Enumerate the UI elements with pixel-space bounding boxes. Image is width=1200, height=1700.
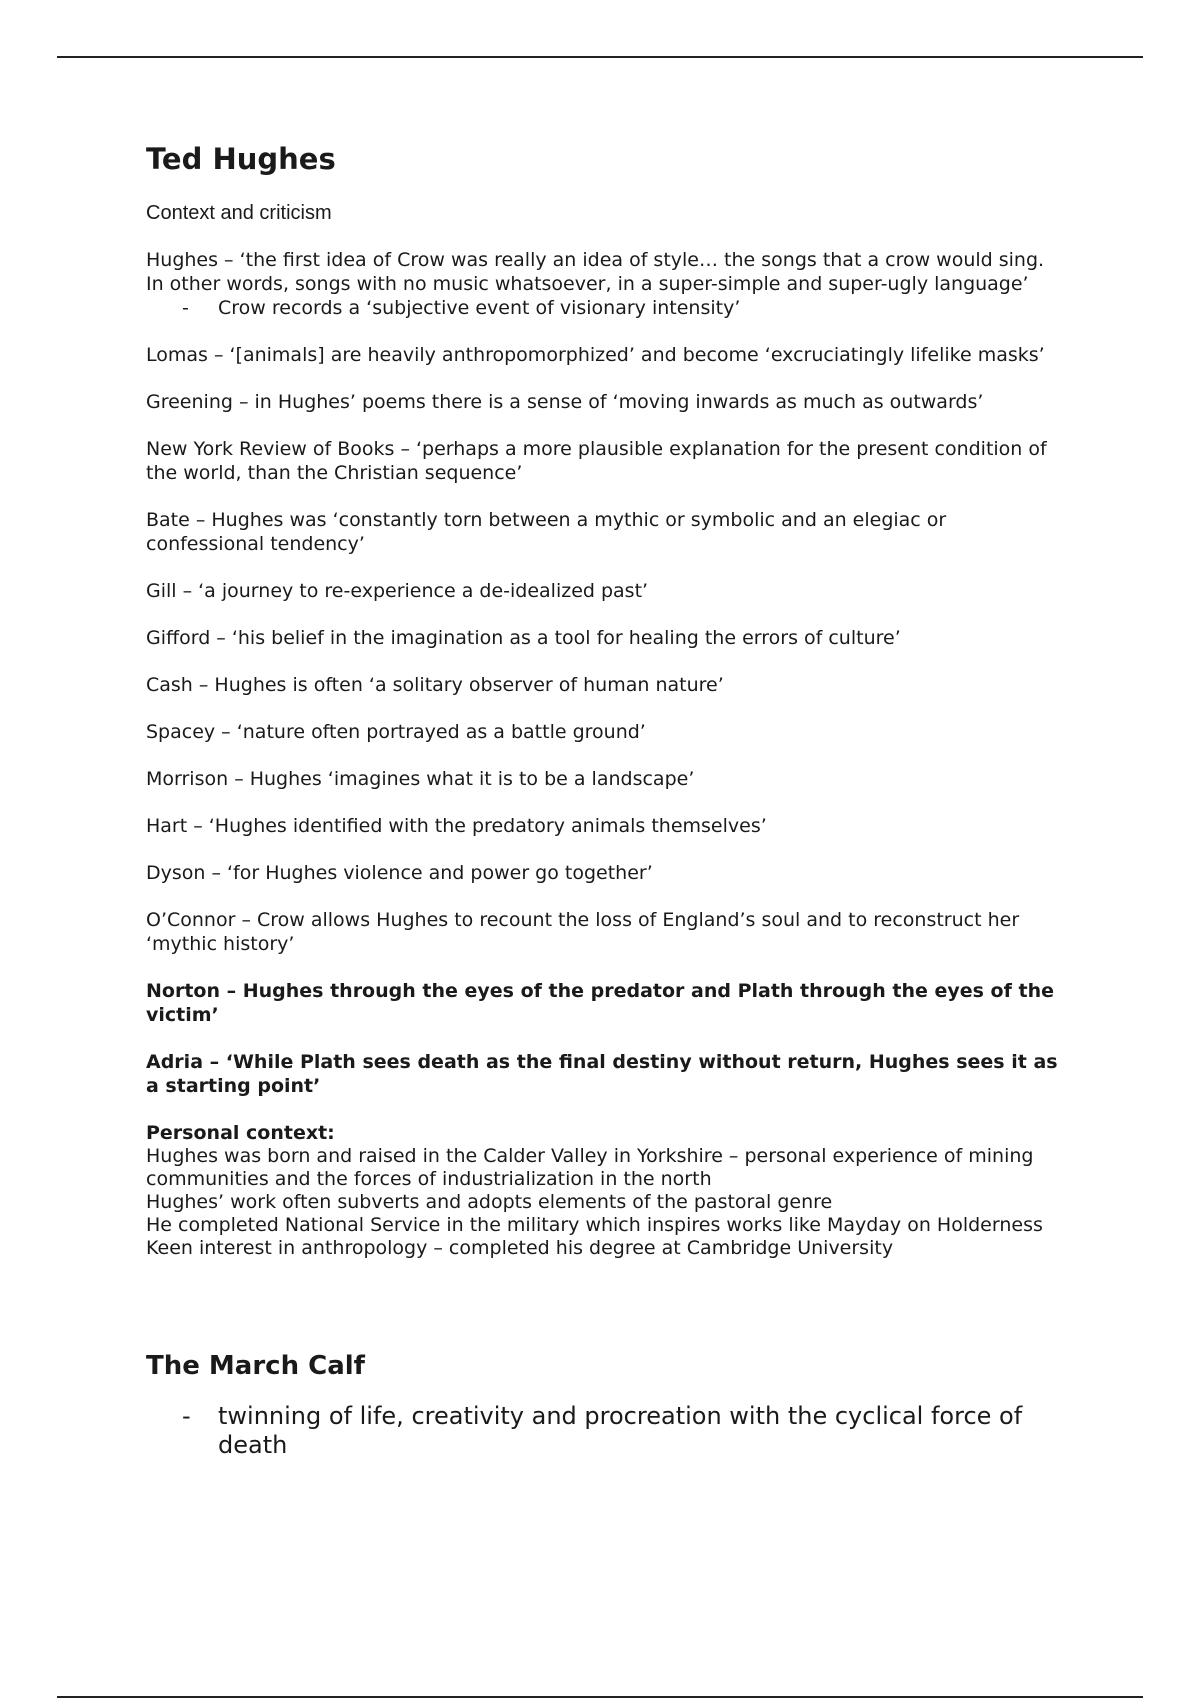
quote-oconnor: O’Connor – Crow allows Hughes to recount the loss of England’s soul and to reconstruct her ‘mythic history’ xyxy=(146,908,1020,955)
bullet-text: Crow records a ‘subjective event of visionary intensity’ xyxy=(218,296,741,319)
section-title: The March Calf xyxy=(146,1350,365,1381)
quote-norton: Norton – Hughes through the eyes of the predator and Plath through the eyes of the victim’ xyxy=(146,979,1054,1026)
personal-context-heading: Personal context: xyxy=(146,1121,335,1144)
quote-lomas: Lomas – ‘[animals] are heavily anthropomorphized’ and become ‘excruciatingly lifelike masks’ xyxy=(146,343,1045,366)
quote-gifford: Gifford – ‘his belief in the imagination as a tool for healing the errors of culture’ xyxy=(146,626,901,649)
personal-context-line: He completed National Service in the military which inspires works like Mayday on Holderness xyxy=(146,1213,1043,1236)
quote-dyson: Dyson – ‘for Hughes violence and power go together’ xyxy=(146,861,653,884)
quote-gill: Gill – ‘a journey to re-experience a de-idealized past’ xyxy=(146,579,649,602)
quote-cash: Cash – Hughes is often ‘a solitary observer of human nature’ xyxy=(146,673,724,696)
quote-adria: Adria – ‘While Plath sees death as the final destiny without return, Hughes sees it as a starting point’ xyxy=(146,1050,1058,1097)
personal-context-line: Hughes was born and raised in the Calder Valley in Yorkshire – personal experience of mining communities and the forces of industrialization in the north xyxy=(146,1144,1034,1190)
bottom-rule xyxy=(57,1696,1143,1698)
bullet-dash: - xyxy=(182,296,189,319)
quote-morrison: Morrison – Hughes ‘imagines what it is to be a landscape’ xyxy=(146,767,695,790)
quote-greening: Greening – in Hughes’ poems there is a sense of ‘moving inwards as much as outwards’ xyxy=(146,390,984,413)
document-body xyxy=(146,142,1066,1483)
bullet-text: twinning of life, creativity and procreation with the cyclical force of death xyxy=(218,1401,1023,1459)
top-rule xyxy=(57,56,1143,58)
quote-hart: Hart – ‘Hughes identified with the predatory animals themselves’ xyxy=(146,814,767,837)
personal-context-line: Keen interest in anthropology – completed his degree at Cambridge University xyxy=(146,1236,894,1259)
section-march-calf xyxy=(146,1351,1066,1460)
page-subtitle: Context and criticism xyxy=(146,201,332,224)
section-bullet xyxy=(146,1402,1066,1460)
quote-bate: Bate – Hughes was ‘constantly torn between a mythic or symbolic and an elegiac or confessional tendency’ xyxy=(146,508,947,555)
page-title: Ted Hughes xyxy=(146,142,336,176)
bullet-dash: - xyxy=(182,1401,191,1430)
personal-context xyxy=(146,1121,1066,1260)
personal-context-line: Hughes’ work often subverts and adopts elements of the pastoral genre xyxy=(146,1190,833,1213)
quote-hughes: Hughes – ‘the first idea of Crow was really an idea of style… the songs that a crow would sing. In other words, songs with no music whatsoever, in a super-simple and super-ugly language’ xyxy=(146,248,1045,295)
quote-spacey: Spacey – ‘nature often portrayed as a battle ground’ xyxy=(146,720,646,743)
quote-nyrb: New York Review of Books – ‘perhaps a more plausible explanation for the present condition of the world, than the Christian sequence’ xyxy=(146,437,1047,484)
quote-hughes-bullet xyxy=(146,296,1066,320)
